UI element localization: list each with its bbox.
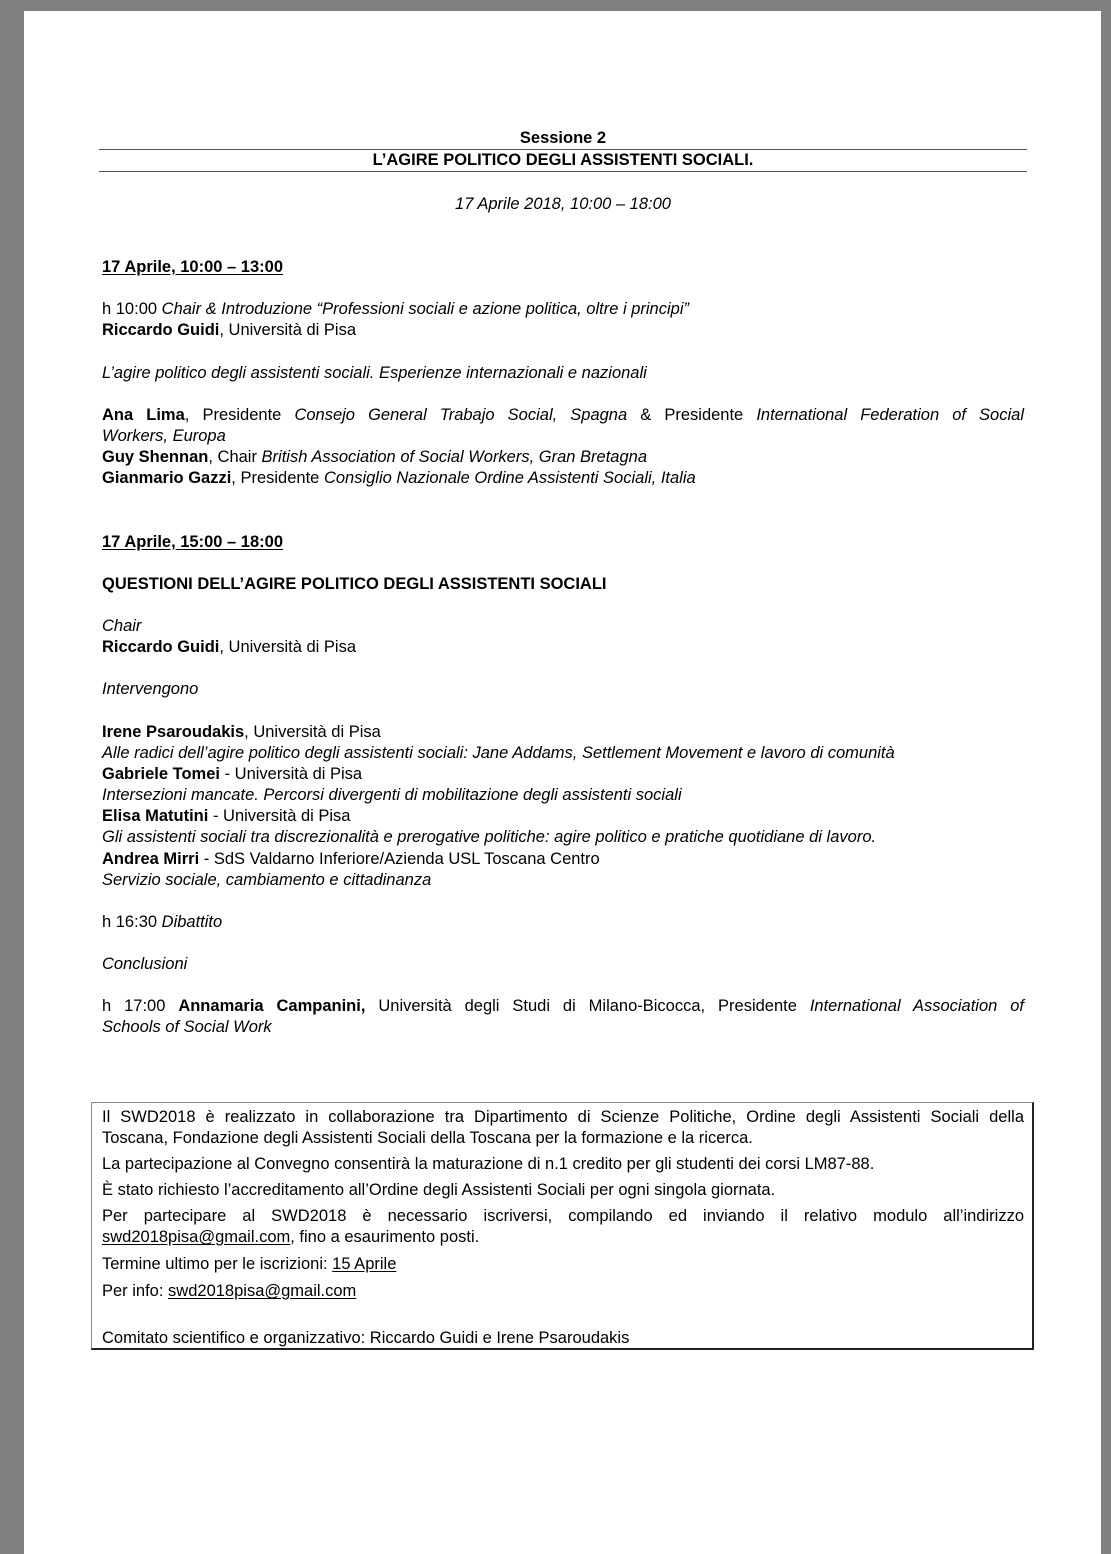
info-partners-line2: Toscana, Fondazione degli Assistenti Sociali della Toscana per la formazione e la ricerca. bbox=[102, 1129, 753, 1147]
speaker-org: Consejo General Trabajo Social, Spagna bbox=[294, 406, 628, 424]
info-label: Per info: bbox=[102, 1282, 169, 1300]
info-registration-line1: Per partecipare al SWD2018 è necessario iscriversi, compilando ed inviando il relativo modulo all’indirizzo bbox=[102, 1207, 1024, 1225]
speaker-role: , Presidente bbox=[231, 469, 324, 487]
info-email-link[interactable]: swd2018pisa@gmail.com bbox=[168, 1282, 357, 1300]
chair-label: Chair bbox=[102, 617, 142, 635]
chair-name: Riccardo Guidi bbox=[102, 321, 220, 339]
speaker-org: Consiglio Nazionale Ordine Assistenti Sociali, Italia bbox=[323, 469, 696, 487]
talk-title: Gli assistenti sociali tra discrezionalità e prerogative politiche: agire politico e pratiche quotidiane di lavoro. bbox=[102, 828, 877, 846]
info-box bbox=[91, 1102, 1034, 1350]
chair-name: Riccardo Guidi bbox=[102, 638, 220, 656]
chair-affiliation: , Università di Pisa bbox=[219, 638, 356, 656]
speaker-ana-lima bbox=[102, 405, 1024, 426]
speaker-role: , Presidente bbox=[184, 406, 295, 424]
talk-speaker bbox=[102, 849, 600, 870]
debate-time: h 16:30 bbox=[102, 913, 158, 931]
speaker-role: , Chair bbox=[208, 448, 262, 466]
conclusions-label: Conclusioni bbox=[102, 955, 188, 973]
info-deadline bbox=[102, 1254, 396, 1275]
speaker-name: Ana Lima bbox=[102, 406, 185, 424]
intro-text: Chair & Introduzione “Professioni sociali e azione politica, oltre i principi” bbox=[161, 300, 689, 318]
document-page bbox=[24, 11, 1101, 1554]
morning-heading: 17 Aprile, 10:00 – 13:00 bbox=[102, 258, 284, 276]
morning-chair bbox=[102, 320, 356, 341]
session-label: Sessione 2 bbox=[519, 129, 607, 147]
intro-time: h 10:00 bbox=[102, 300, 158, 318]
talk-title: Intersezioni mancate. Percorsi divergenti di mobilitazione degli assistenti sociali bbox=[102, 786, 682, 804]
info-committee: Comitato scientifico e organizzativo: Riccardo Guidi e Irene Psaroudakis bbox=[102, 1329, 630, 1347]
info-credits: La partecipazione al Convegno consentirà la maturazione di n.1 credito per gli studenti dei corsi LM87-88. bbox=[102, 1155, 875, 1173]
speaker-affiliation: - SdS Valdarno Inferiore/Azienda USL Toscana Centro bbox=[199, 850, 600, 868]
afternoon-title: QUESTIONI DELL’AGIRE POLITICO DEGLI ASSISTENTI SOCIALI bbox=[102, 575, 607, 593]
speaker-role-2: & Presidente bbox=[627, 406, 757, 424]
speaker-name: Andrea Mirri bbox=[102, 850, 200, 868]
info-accreditation: È stato richiesto l’accreditamento all’Ordine degli Assistenti Sociali per ogni singola giornata. bbox=[102, 1181, 776, 1199]
talk-speaker bbox=[102, 764, 362, 785]
session-date: 17 Aprile 2018, 10:00 – 18:00 bbox=[455, 195, 671, 213]
speaker-guy-shennan bbox=[102, 447, 647, 468]
speaker-gianmario-gazzi bbox=[102, 468, 696, 489]
talk-title: Servizio sociale, cambiamento e cittadinanza bbox=[102, 871, 432, 889]
closing-speaker-name: Annamaria Campanini, bbox=[178, 997, 366, 1015]
header-rule-bottom bbox=[99, 171, 1027, 172]
speaker-affiliation: - Università di Pisa bbox=[208, 807, 351, 825]
chair-affiliation: , Università di Pisa bbox=[219, 321, 356, 339]
closing-affiliation: Università degli Studi di Milano-Bicocca, Presidente bbox=[365, 997, 810, 1015]
closing-line bbox=[102, 996, 1024, 1017]
session-title: L’AGIRE POLITICO DEGLI ASSISTENTI SOCIALI. bbox=[372, 151, 754, 169]
speaker-name: Elisa Matutini bbox=[102, 807, 209, 825]
intro-line bbox=[102, 299, 689, 320]
speaker-affiliation: - Università di Pisa bbox=[219, 765, 363, 783]
closing-org: International Association of bbox=[809, 997, 1024, 1015]
afternoon-chair bbox=[102, 637, 356, 658]
debate-line bbox=[102, 912, 222, 933]
afternoon-heading: 17 Aprile, 15:00 – 18:00 bbox=[102, 533, 284, 551]
speaker-name: Gabriele Tomei bbox=[102, 765, 220, 783]
closing-time: h 17:00 bbox=[102, 997, 166, 1015]
registration-rest: , fino a esaurimento posti. bbox=[290, 1228, 480, 1246]
deadline-date: 15 Aprile bbox=[332, 1255, 397, 1273]
speaker-name: Irene Psaroudakis bbox=[102, 723, 245, 741]
info-partners-line1: Il SWD2018 è realizzato in collaborazione tra Dipartimento di Scienze Politiche, Ordine degli Assistenti Sociali della bbox=[102, 1108, 1024, 1126]
panel-title: L’agire politico degli assistenti sociali. Esperienze internazionali e nazionali bbox=[102, 364, 647, 382]
speaker-name: Gianmario Gazzi bbox=[102, 469, 232, 487]
talk-title: Alle radici dell’agire politico degli assistenti sociali: Jane Addams, Settlement Movement e lavoro di comunità bbox=[102, 744, 895, 762]
debate-label: Dibattito bbox=[161, 913, 223, 931]
speaker-org: British Association of Social Workers, Gran Bretagna bbox=[261, 448, 648, 466]
talk-speaker bbox=[102, 722, 381, 743]
speakers-label: Intervengono bbox=[102, 680, 199, 698]
speaker-org-2: International Federation of Social bbox=[756, 406, 1024, 424]
info-registration-line2 bbox=[102, 1227, 479, 1248]
deadline-label: Termine ultimo per le iscrizioni: bbox=[102, 1255, 333, 1273]
registration-email-link[interactable]: swd2018pisa@gmail.com bbox=[102, 1228, 291, 1246]
talk-speaker bbox=[102, 806, 351, 827]
speaker-org-2-cont: Workers, Europa bbox=[102, 427, 226, 445]
info-contact bbox=[102, 1281, 356, 1302]
speaker-name: Guy Shennan bbox=[102, 448, 209, 466]
closing-org-cont: Schools of Social Work bbox=[102, 1018, 272, 1036]
speaker-affiliation: , Università di Pisa bbox=[244, 723, 381, 741]
